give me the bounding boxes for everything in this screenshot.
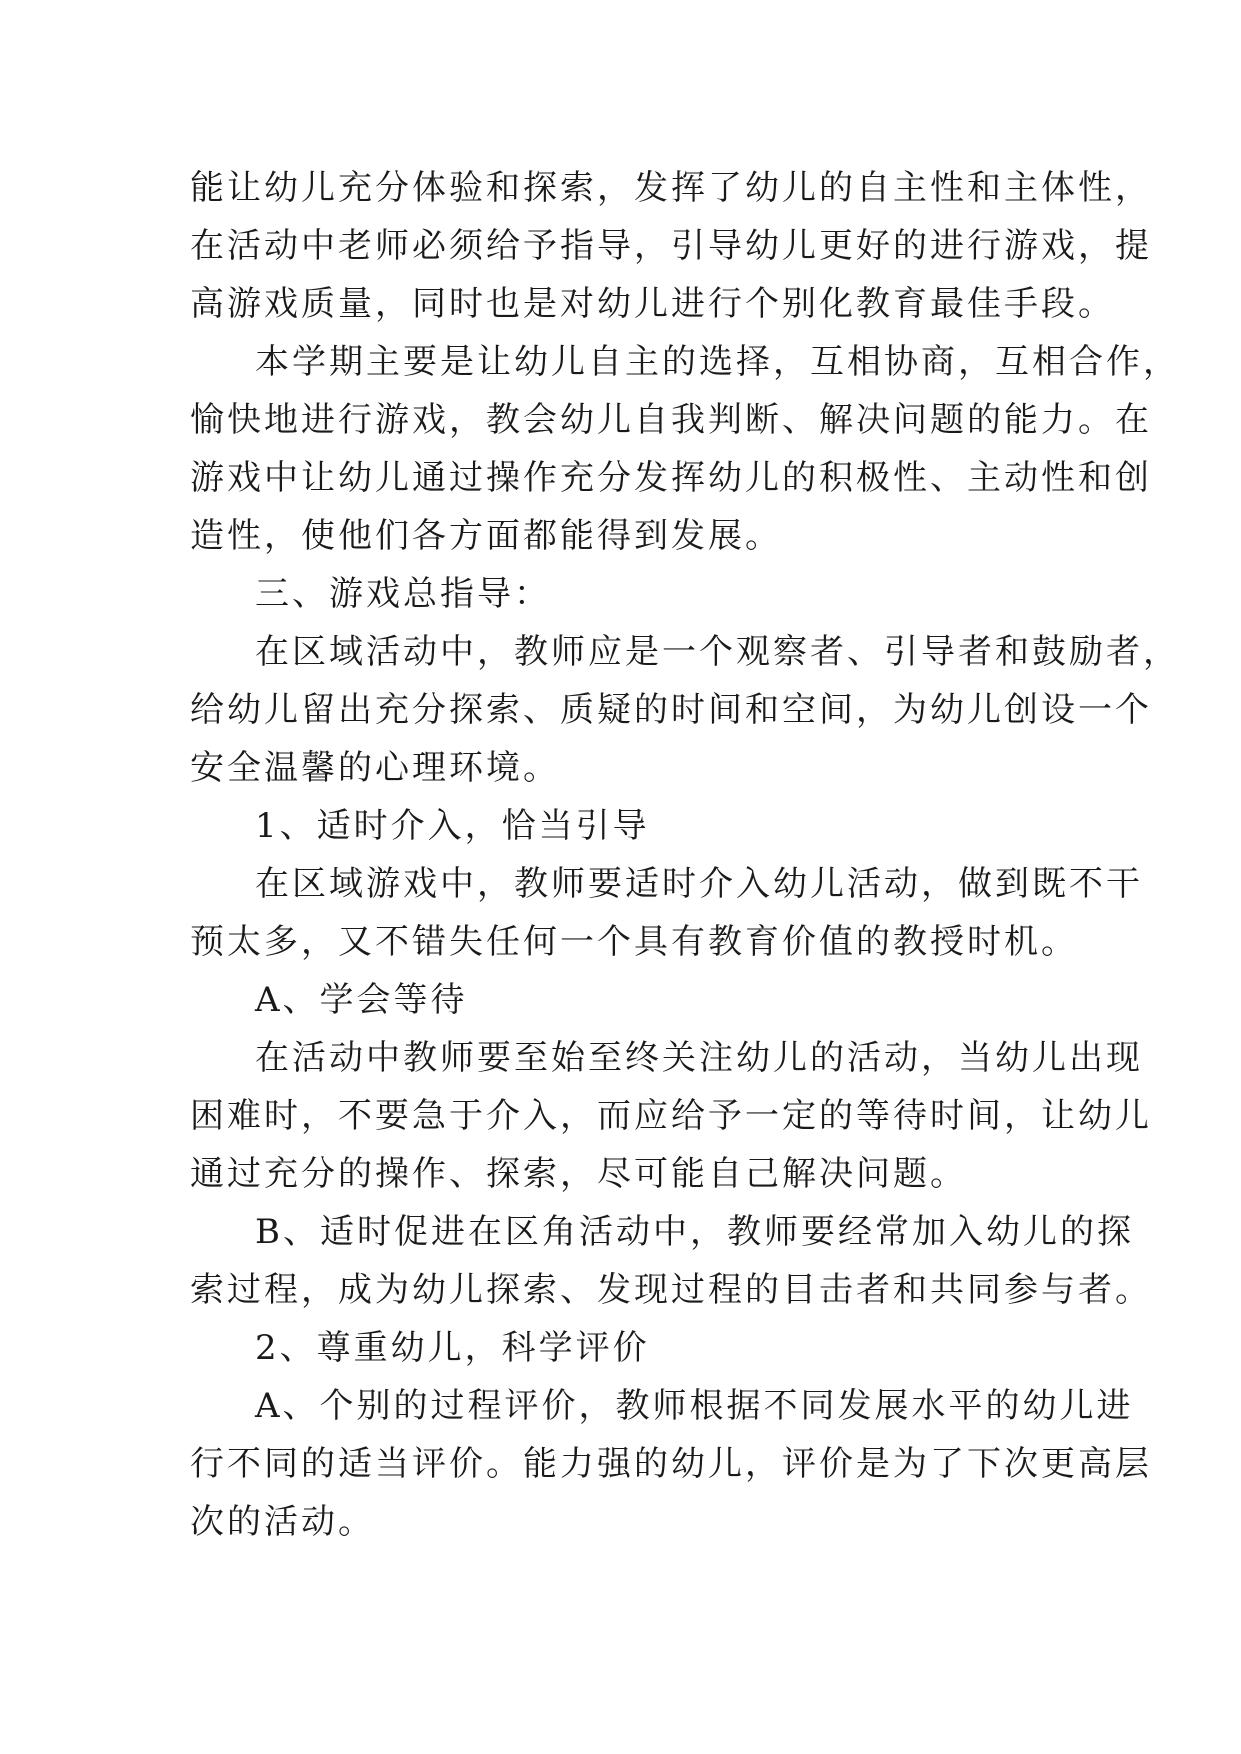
text-line: 次的活动。 [190, 1502, 375, 1542]
text-line: 在活动中老师必须给予指导，引导幼儿更好的进行游戏，提 [190, 226, 1152, 266]
text-line: 能让幼儿充分体验和探索，发挥了幼儿的自主性和主体性， [190, 168, 1152, 208]
text-line: 给幼儿留出充分探索、质疑的时间和空间，为幼儿创设一个 [190, 690, 1152, 730]
paragraph-start-line: A、个别的过程评价，教师根据不同发展水平的幼儿进 [255, 1386, 1134, 1426]
text-line: 索过程，成为幼儿探索、发现过程的目击者和共同参与者。 [190, 1270, 1152, 1310]
paragraph-start-line: 在区域游戏中，教师要适时介入幼儿活动，做到既不干 [255, 864, 1143, 904]
text-line: 行不同的适当评价。能力强的幼儿，评价是为了下次更高层 [190, 1444, 1152, 1484]
section-heading: 三、游戏总指导： [255, 574, 551, 614]
text-line: 预太多，又不错失任何一个具有教育价值的教授时机。 [190, 922, 1078, 962]
text-line: 困难时，不要急于介入，而应给予一定的等待时间，让幼儿 [190, 1096, 1152, 1136]
text-line: 游戏中让幼儿通过操作充分发挥幼儿的积极性、主动性和创 [190, 458, 1152, 498]
text-line: 造性，使他们各方面都能得到发展。 [190, 516, 782, 556]
text-line: 高游戏质量，同时也是对幼儿进行个别化教育最佳手段。 [190, 284, 1115, 324]
paragraph-start-line: 本学期主要是让幼儿自主的选择，互相协商，互相合作， [255, 342, 1180, 382]
text-line: 安全温馨的心理环境。 [190, 748, 560, 788]
paragraph-start-line: 在活动中教师要至始至终关注幼儿的活动，当幼儿出现 [255, 1038, 1143, 1078]
subsection-heading: 2、尊重幼儿，科学评价 [255, 1328, 650, 1368]
paragraph-start-line: 在区域活动中，教师应是一个观察者、引导者和鼓励者， [255, 632, 1180, 672]
item-heading: A、学会等待 [255, 980, 468, 1020]
text-line: 通过充分的操作、探索，尽可能自己解决问题。 [190, 1154, 967, 1194]
subsection-heading: 1、适时介入，恰当引导 [255, 806, 650, 846]
text-line: 愉快地进行游戏，教会幼儿自我判断、解决问题的能力。在 [190, 400, 1152, 440]
paragraph-start-line: B、适时促进在区角活动中，教师要经常加入幼儿的探 [255, 1212, 1134, 1252]
